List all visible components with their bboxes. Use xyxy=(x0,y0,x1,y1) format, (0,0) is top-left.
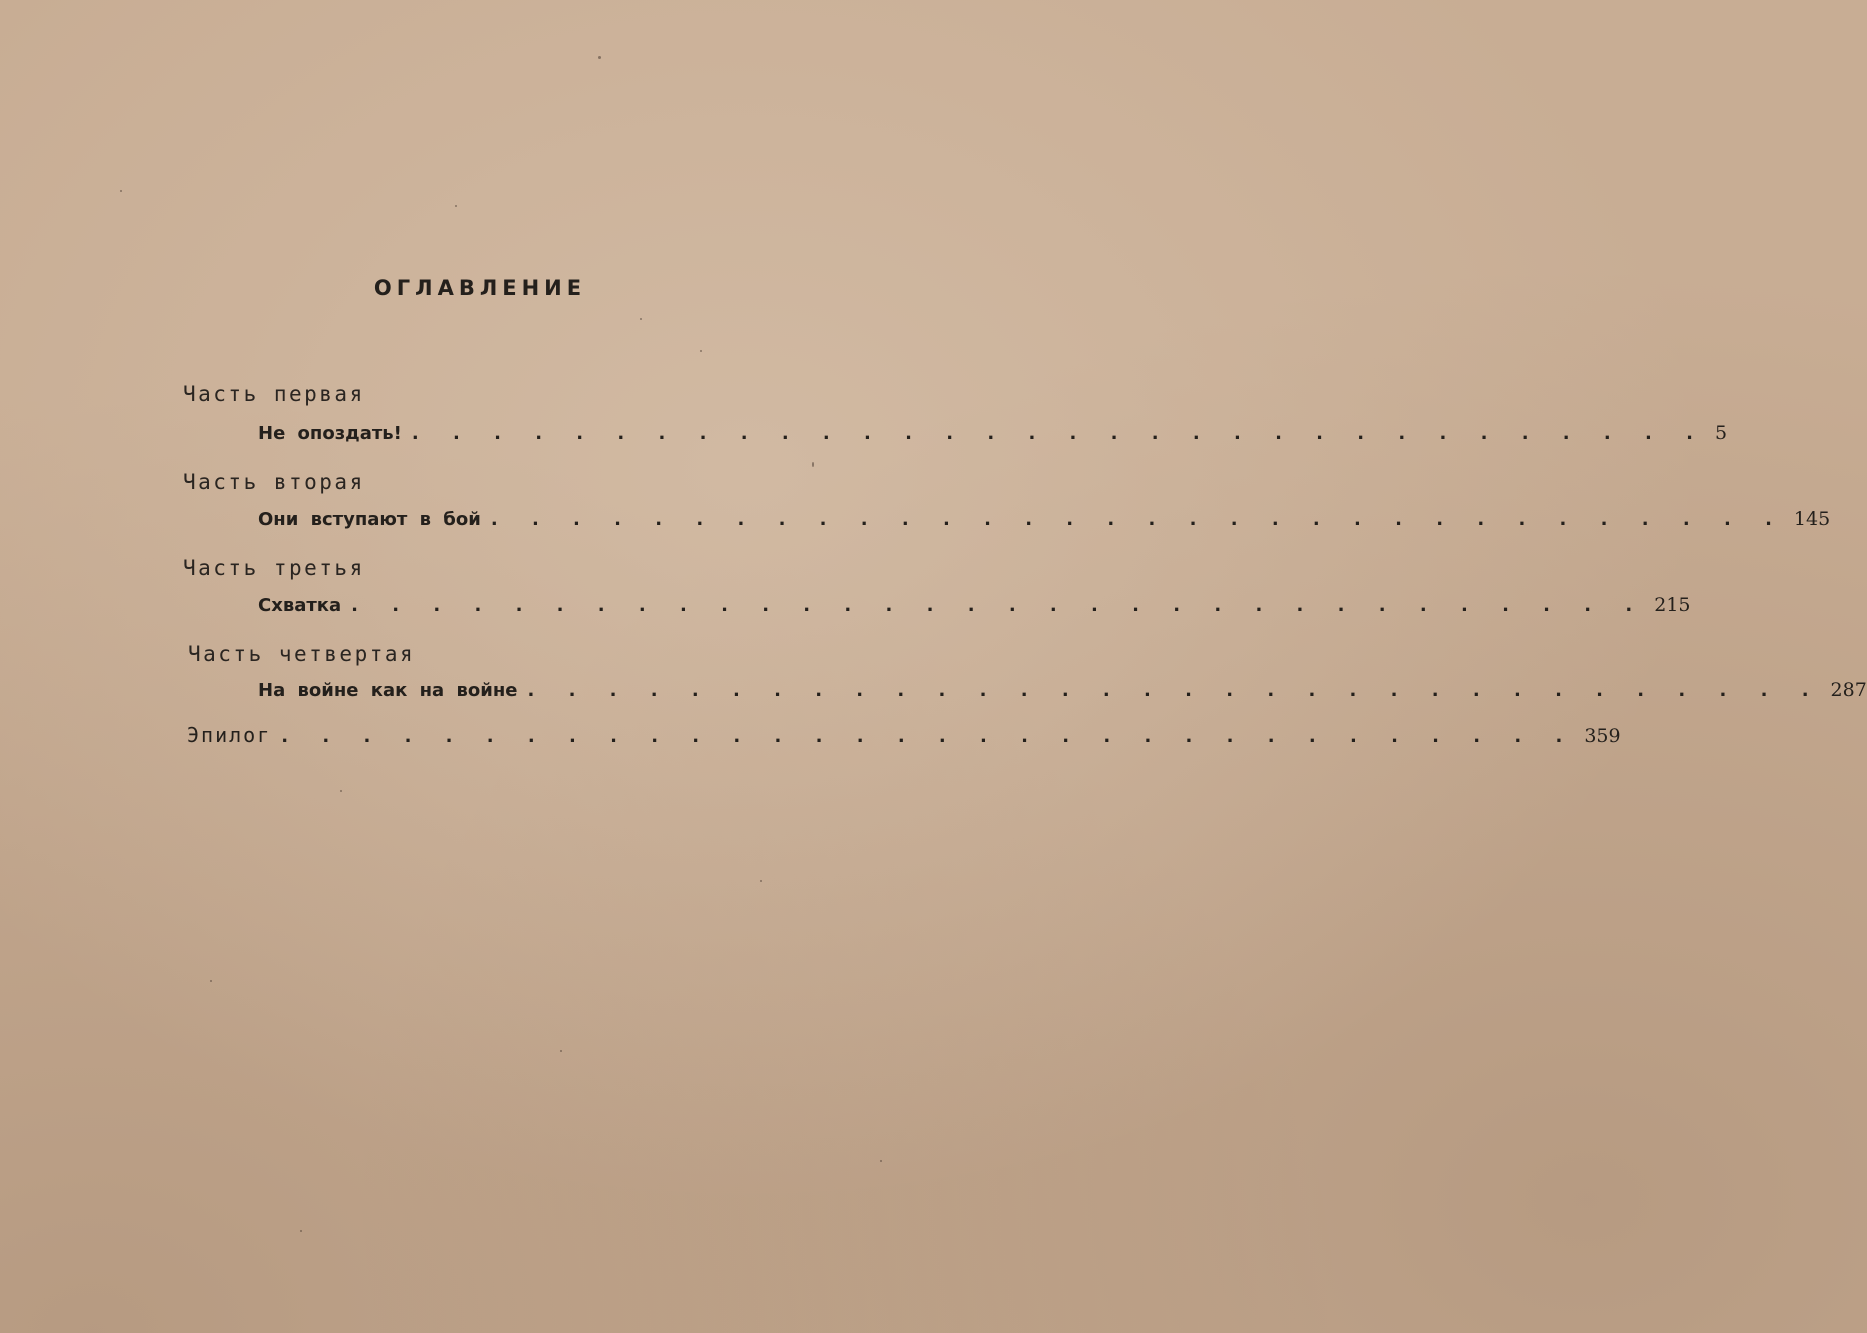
toc-chapter-title: На войне как на войне xyxy=(258,680,518,701)
toc-dot-leader: . . . . . . . . . . . . . . . . . . . . . . . . . . . . . . . . xyxy=(411,423,1707,444)
toc-dot-leader: . . . . . . . . . . . . . . . . . . . . . . . . . . . . . . . . xyxy=(281,726,1577,747)
toc-part-label: Часть третья xyxy=(183,556,365,580)
toc-chapter-title: Не опоздать! xyxy=(258,423,402,444)
toc-part-label: Часть четвертая xyxy=(188,642,416,666)
toc-entry xyxy=(258,508,1831,530)
toc-dot-leader: . . . . . . . . . . . . . . . . . . . . . . . . . . . . . . . . xyxy=(527,680,1823,701)
toc-epilog-title: Эпилог xyxy=(187,723,272,747)
toc-entry xyxy=(258,422,1728,444)
toc-entry xyxy=(258,594,1691,616)
toc-chapter-title: Они вступают в бой xyxy=(258,509,481,530)
toc-entry-epilog xyxy=(187,723,1621,747)
toc-page-number: 359 xyxy=(1584,725,1621,747)
toc-page-number: 5 xyxy=(1714,422,1728,444)
toc-chapter-title: Схватка xyxy=(258,595,342,616)
toc-entry xyxy=(258,679,1867,701)
toc-part-label: Часть вторая xyxy=(183,470,365,494)
toc-dot-leader: . . . . . . . . . . . . . . . . . . . . . . . . . . . . . . . . xyxy=(351,595,1647,616)
toc-page-number: 215 xyxy=(1654,594,1691,616)
toc-title: ОГЛАВЛЕНИЕ xyxy=(373,276,587,300)
toc-page-number: 287 xyxy=(1830,679,1867,701)
toc-page-number: 145 xyxy=(1793,508,1831,530)
toc-dot-leader: . . . . . . . . . . . . . . . . . . . . . . . . . . . . . . . . xyxy=(490,509,1786,530)
toc-part-label: Часть первая xyxy=(183,382,365,406)
